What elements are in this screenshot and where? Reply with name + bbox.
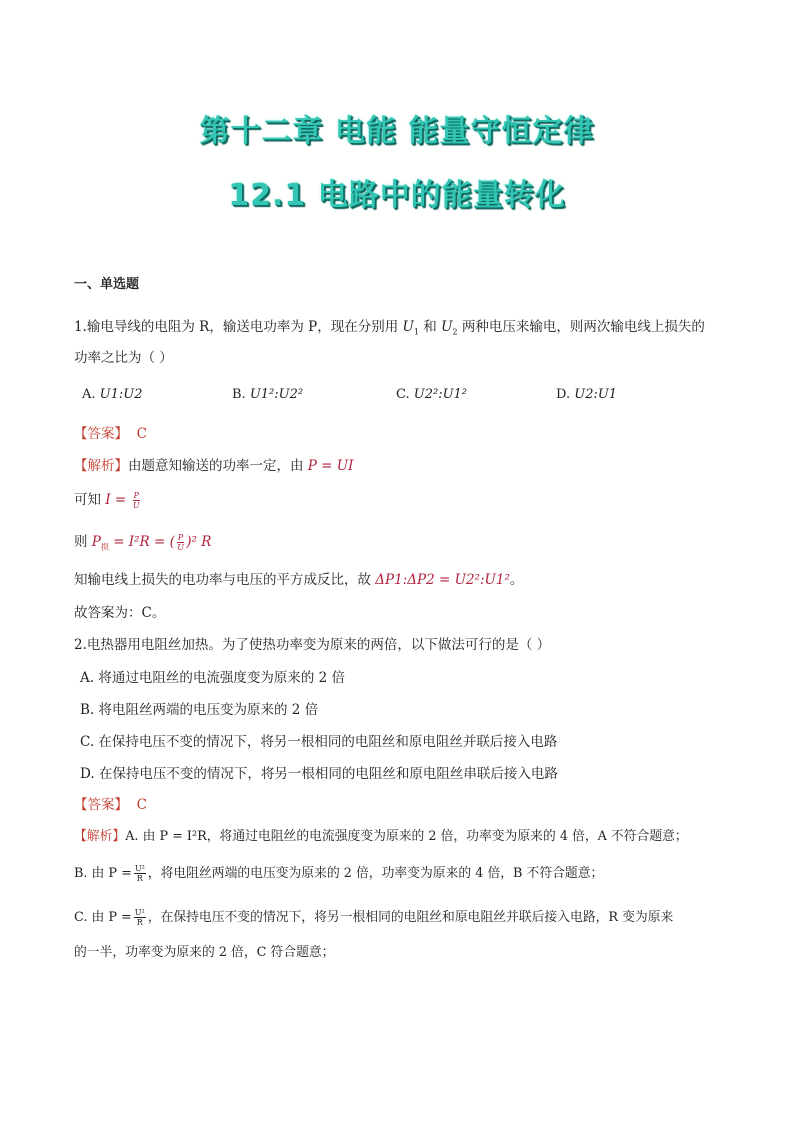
section-heading: 一、单选题: [74, 277, 140, 292]
section-title: 12.1 电路中的能量转化: [228, 178, 566, 213]
q2-option-a: A. 将通过电阻丝的电流强度变为原来的 2 倍: [80, 670, 346, 686]
q2-option-b: B. 将电阻丝两端的电压变为原来的 2 倍: [80, 702, 319, 718]
chapter-title: 第十二章 电能 能量守恒定律: [199, 114, 595, 149]
q2-stem: 2.电热器用电阻丝加热。为了使热功率变为原来的两倍，以下做法可行的是（ ）: [74, 637, 551, 653]
q2-analysis-line3: C. 由 P = $\frac{\text{U²}}{R}$ ，在保持电压不变的情况下，将另一根相同的电阻丝和原电阻丝并联后接入电路，R 变为原来: [74, 908, 674, 927]
q2-analysis-line2: B. 由 P = $\frac{\text{U²}}{R}$ ，将电阻丝两端的电压变为原来的 2 倍，功率变为原来的 4 倍，B 不符合题意；: [74, 864, 604, 883]
fraction-u2-over-r: $\frac{\text{U²}}{R}$: [134, 864, 145, 883]
q1-answer: 【答案】 C: [74, 426, 147, 442]
q2-option-d: D. 在保持电压不变的情况下，将另一根相同的电阻丝和原电阻丝串联后接入电路: [80, 766, 558, 782]
q1-stem-line2: 功率之比为（ ）: [74, 350, 173, 366]
q1-option-b: B. U1²:U2²: [232, 387, 304, 402]
q1-option-a: A. U1:U2: [82, 387, 143, 402]
fraction-u2-over-r-2: $\frac{\text{U²}}{R}$: [134, 908, 145, 927]
q1-analysis-line4: 知输电线上损失的电功率与电压的平方成反比，故 ΔP1:ΔP2 = U2²:U1²。: [74, 572, 524, 588]
q1-conclusion: 故答案为：C。: [74, 605, 166, 621]
q2-analysis-line1: 【解析】A. 由 P = I²R，将通过电阻丝的电流强度变为原来的 2 倍，功率变为原来的 4 倍，A 不符合题意；: [74, 829, 688, 844]
q1-option-c: C. U2²:U1²: [396, 387, 468, 402]
q1-analysis-line1: 【解析】由题意知输送的功率一定，由 P = UI: [74, 458, 354, 474]
q2-option-c: C. 在保持电压不变的情况下，将另一根相同的电阻丝和原电阻丝并联后接入电路: [80, 734, 558, 750]
q1-analysis-line2: 可知 I = $\frac{P}{U}$: [74, 491, 140, 510]
fraction-p-over-u-2: $\frac{P}{U}$: [177, 533, 184, 552]
q1-option-d: D. U2:U1: [556, 387, 618, 402]
fraction-p-over-u: $\frac{P}{U}$: [132, 491, 140, 510]
q2-answer: 【答案】 C: [74, 797, 147, 813]
q1-analysis-line3: 则 $P_损 = I^2R$ = ( $\frac{P}{U}$ )² R: [74, 533, 212, 552]
q1-stem-line1: 1.输电导线的电阻为 R，输送电功率为 P，现在分别用 $U_1$ 和 $U_2$ 两种电压来输电，则两次输电线上损失的: [74, 319, 705, 337]
q2-analysis-line4: 的一半，功率变为原来的 2 倍，C 符合题意；: [74, 945, 335, 960]
